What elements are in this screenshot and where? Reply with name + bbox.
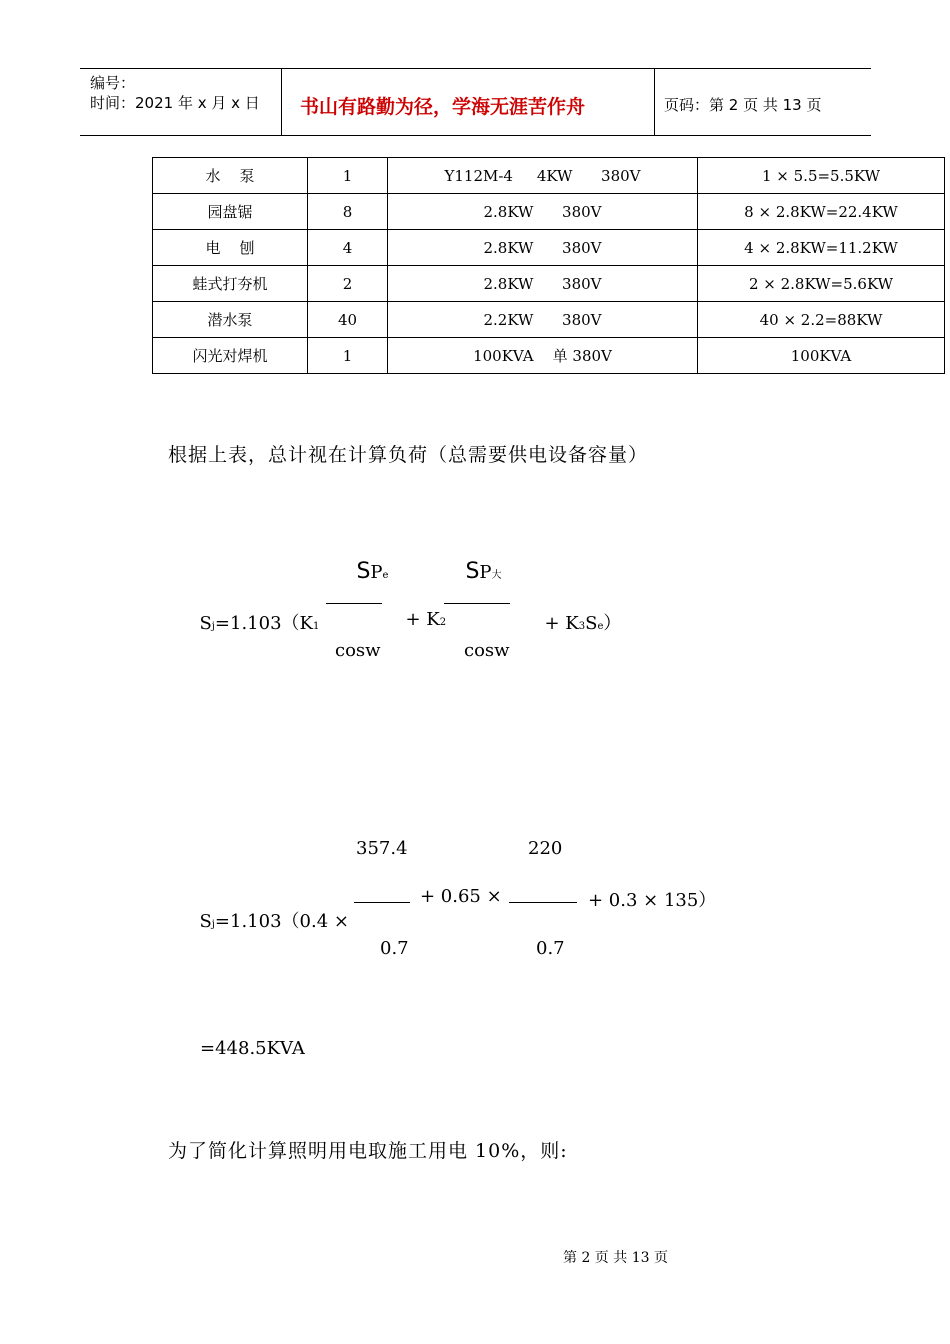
equipment-count: 1 [308, 158, 388, 194]
formula-general-denominator-2: cosw [464, 640, 510, 661]
formula-general-numerator-2: SP大 [465, 559, 502, 584]
formula-numeric-lhs: Sj=1.103（0.4 × [199, 911, 349, 932]
table-row [153, 338, 945, 374]
equipment-load: 8 × 2.8KW=22.4KW [698, 194, 945, 230]
equipment-load: 2 × 2.8KW=5.6KW [698, 266, 945, 302]
equipment-load: 100KVA [698, 338, 945, 374]
equipment-load: 40 × 2.2=88KW [698, 302, 945, 338]
fraction-bar-2 [444, 603, 510, 604]
equipment-spec: 2.8KW 380V [388, 194, 698, 230]
formula-numeric-numerator-1: 357.4 [356, 838, 408, 859]
equipment-name: 闪光对焊机 [153, 338, 308, 374]
equipment-name: 园盘锯 [153, 194, 308, 230]
equipment-spec: 2.8KW 380V [388, 230, 698, 266]
equipment-load: 1 × 5.5=5.5KW [698, 158, 945, 194]
table-row [153, 302, 945, 338]
equipment-spec: 2.8KW 380V [388, 266, 698, 302]
header-motto: 书山有路勤为径，学海无涯苦作舟 [300, 96, 586, 118]
formula-general-lhs: Sj=1.103（K1 [199, 613, 320, 634]
document-number-label: 编号： [90, 74, 136, 92]
formula-general-plus-k3: + K3Se） [544, 613, 622, 634]
table-row [153, 266, 945, 302]
header-bottom-rule [80, 135, 871, 136]
equipment-spec: 100KVA 单 380V [388, 338, 698, 374]
paragraph-lighting-note: 为了简化计算照明用电取施工用电 10%，则: [168, 1140, 568, 1162]
equipment-spec: Y112M-4 4KW 380V [388, 158, 698, 194]
equipment-count: 8 [308, 194, 388, 230]
sigma-symbol: S [465, 559, 480, 584]
equipment-load: 4 × 2.8KW=11.2KW [698, 230, 945, 266]
header-page-info: 页码：第 2 页 共 13 页 [664, 96, 822, 114]
header-top-rule [80, 68, 871, 69]
equipment-count: 4 [308, 230, 388, 266]
equipment-name: 蛙式打夯机 [153, 266, 308, 302]
formula-numeric-numerator-2: 220 [528, 838, 563, 859]
header-divider-1 [281, 68, 282, 136]
equipment-name: 电 刨 [153, 230, 308, 266]
fraction-bar-1 [326, 603, 382, 604]
equipment-name: 潜水泵 [153, 302, 308, 338]
equipment-name: 水 泵 [153, 158, 308, 194]
formula-numeric-denominator-1: 0.7 [380, 938, 409, 959]
equipment-count: 40 [308, 302, 388, 338]
fraction-bar-3 [354, 902, 410, 903]
formula-general-numerator-1: SPe [356, 559, 389, 584]
equipment-count: 1 [308, 338, 388, 374]
formula-general-denominator-1: cosw [335, 640, 381, 661]
formula-general-plus-k2: + K2 [405, 609, 447, 630]
formula-numeric-middle: + 0.65 × [420, 886, 502, 907]
formula-numeric-denominator-2: 0.7 [536, 938, 565, 959]
equipment-count: 2 [308, 266, 388, 302]
paragraph-load-intro: 根据上表，总计视在计算负荷（总需要供电设备容量） [168, 444, 649, 466]
page-footer: 第 2 页 共 13 页 [563, 1250, 668, 1266]
equipment-spec: 2.2KW 380V [388, 302, 698, 338]
document-time: 时间：2021 年 x 月 x 日 [90, 94, 260, 112]
table-row [153, 230, 945, 266]
table-row [153, 194, 945, 230]
sigma-symbol: S [356, 559, 371, 584]
formula-numeric-tail: + 0.3 × 135） [588, 890, 717, 911]
equipment-load-table [152, 157, 945, 374]
formula-result: =448.5KVA [200, 1038, 305, 1059]
fraction-bar-4 [509, 902, 577, 903]
table-row [153, 158, 945, 194]
header-divider-2 [654, 68, 655, 136]
